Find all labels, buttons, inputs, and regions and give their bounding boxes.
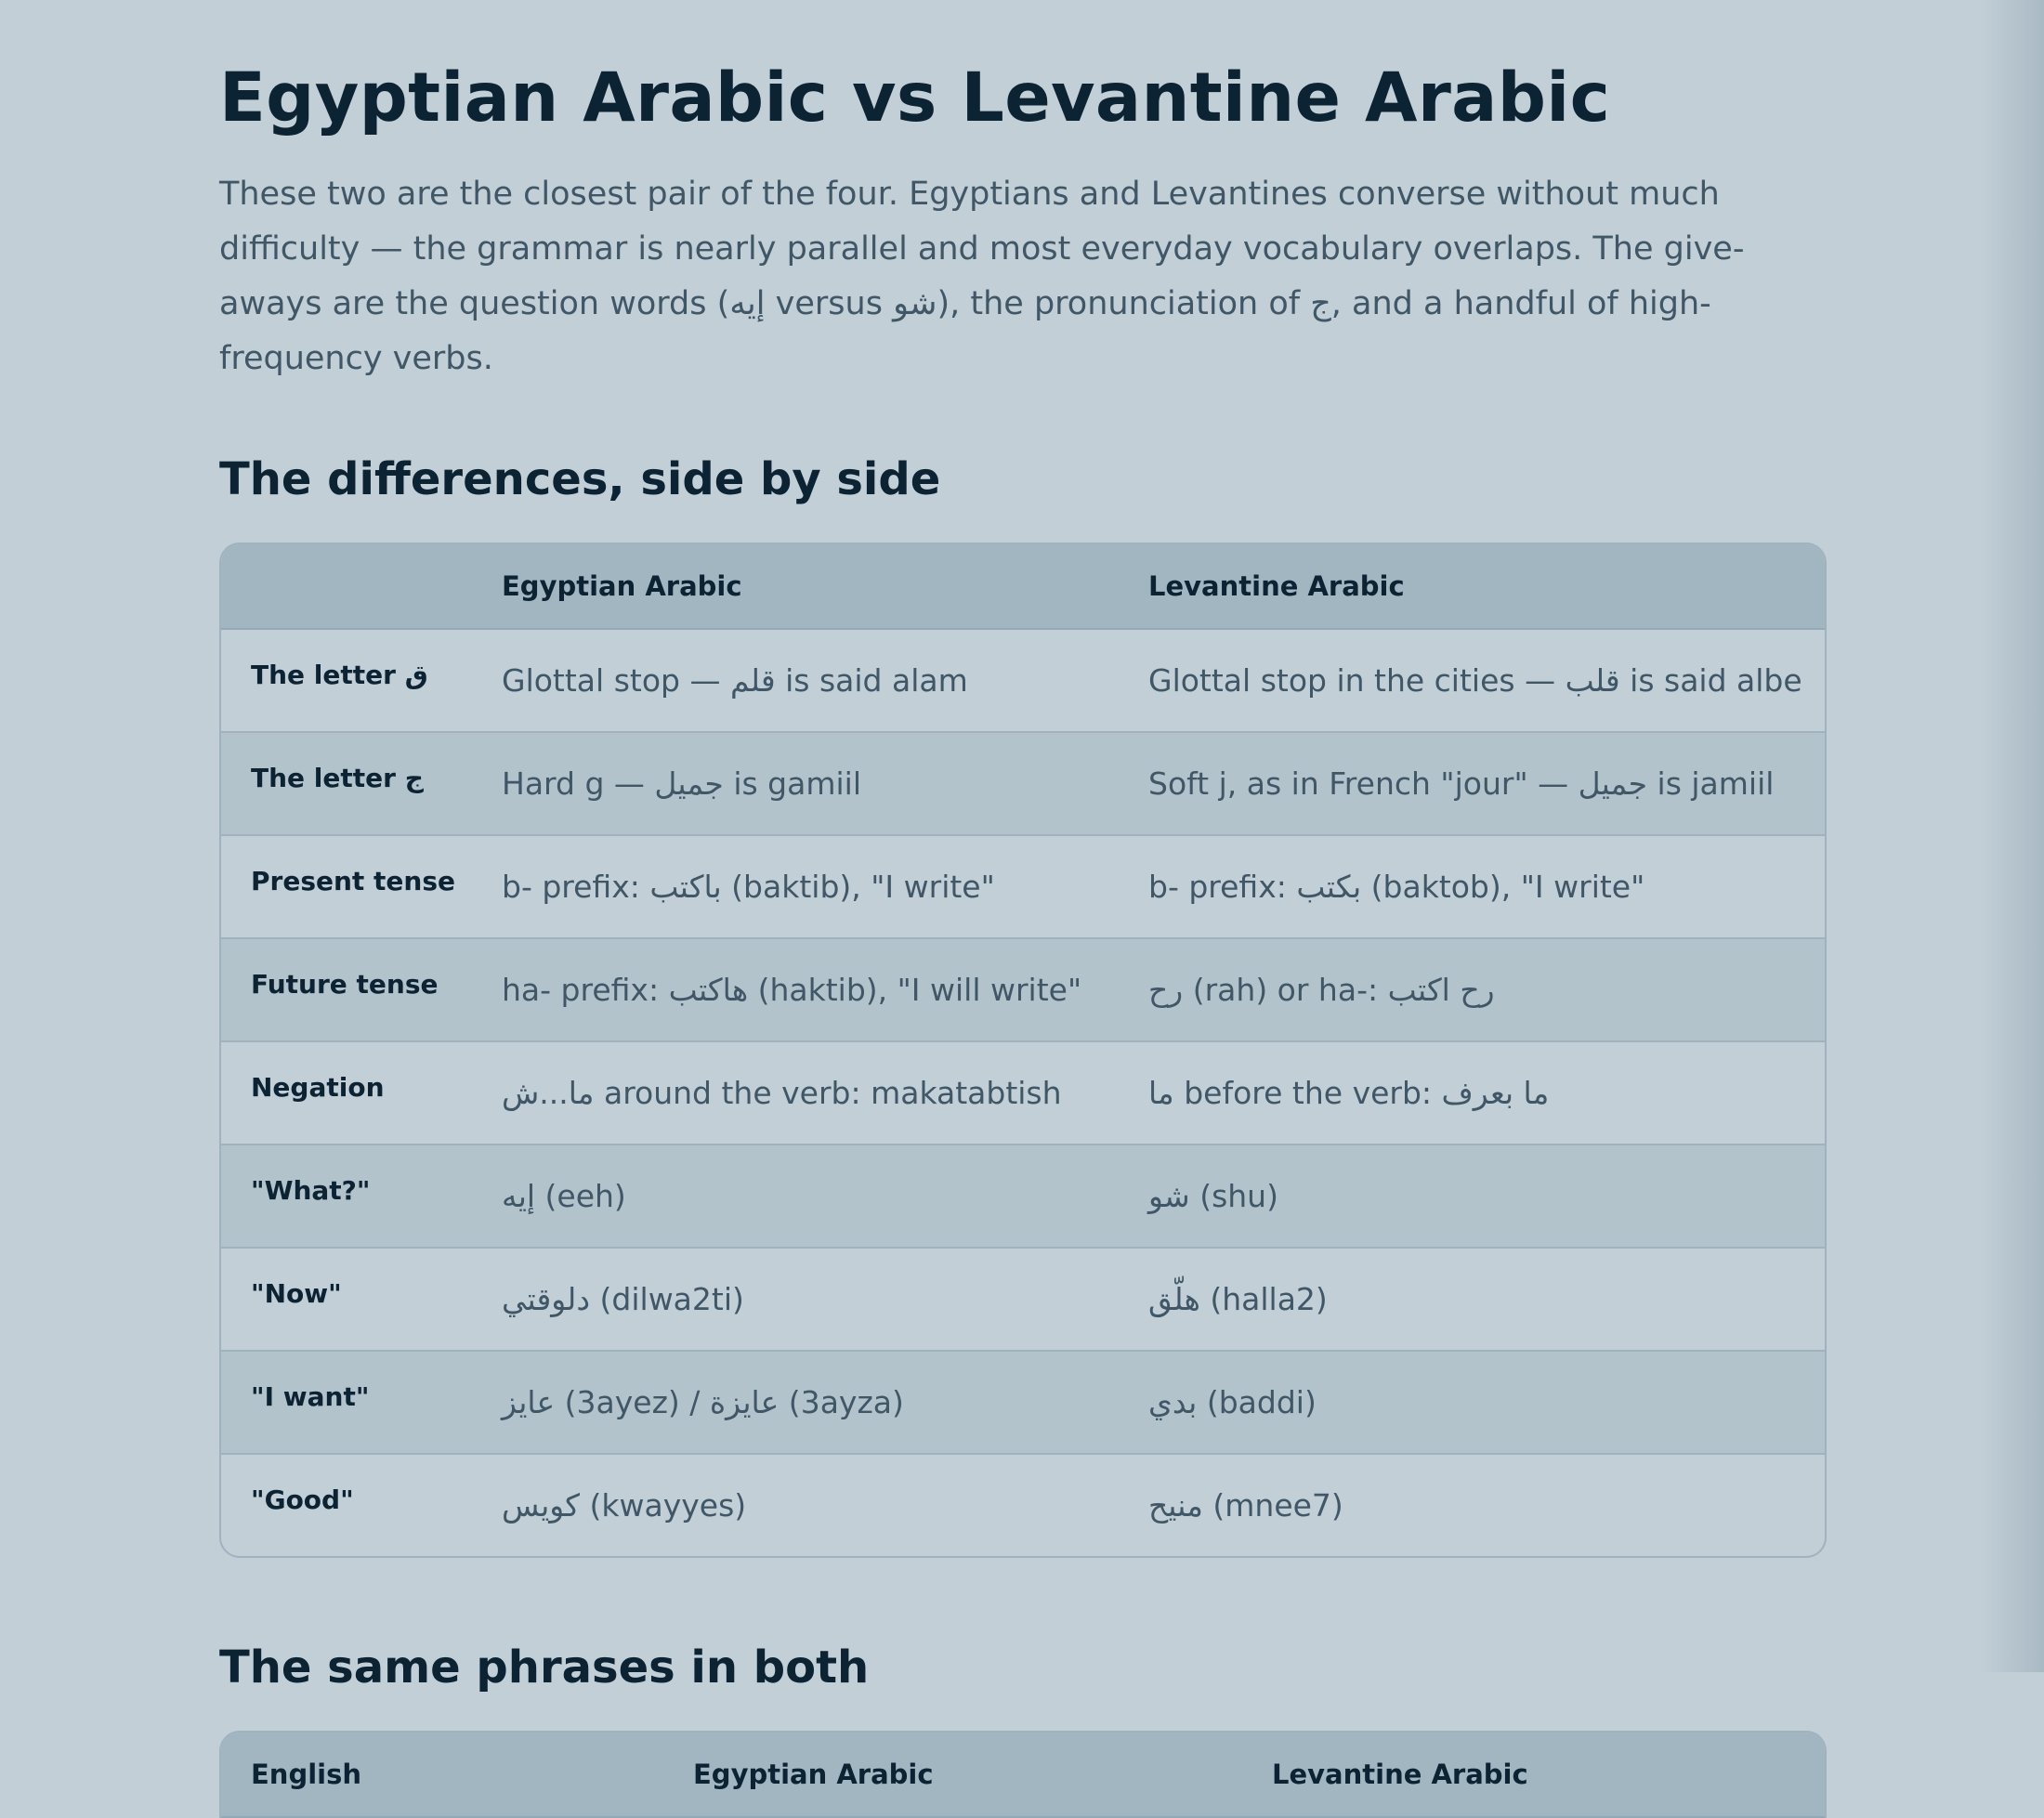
levantine-cell: منيح (mnee7) bbox=[1119, 1454, 1825, 1556]
egyptian-cell: دلوقتي (dilwa2ti) bbox=[472, 1248, 1119, 1351]
column-header-feature bbox=[221, 544, 472, 629]
row-label: Future tense bbox=[221, 938, 472, 1041]
intro-paragraph: These two are the closest pair of the four. Egyptians and Levantines converse without much difficulty — the grammar is nearly parallel and most everyday vocabulary overlaps. The give-aways are the question words (إيه versus شو), the pronunciation of ج, and a handful of high-frequency verbs. bbox=[219, 176, 1745, 377]
row-label: "I want" bbox=[221, 1351, 472, 1454]
egyptian-cell: b- prefix: باكتب (baktib), "I write" bbox=[472, 835, 1119, 938]
differences-header-row bbox=[221, 544, 1825, 629]
levantine-cell: بدي (baddi) bbox=[1119, 1351, 1825, 1454]
row-label: Negation bbox=[221, 1041, 472, 1144]
table-row bbox=[221, 938, 1825, 1041]
column-header-english: English bbox=[221, 1733, 663, 1817]
differences-table-card bbox=[219, 543, 1827, 1558]
row-label: The letter ج bbox=[221, 732, 472, 835]
column-header-egyptian: Egyptian Arabic bbox=[663, 1733, 1242, 1817]
egyptian-cell: ha- prefix: هاكتب (haktib), "I will write" bbox=[472, 938, 1119, 1041]
egyptian-cell: Hard g — جميل is gamiil bbox=[472, 732, 1119, 835]
row-label: Present tense bbox=[221, 835, 472, 938]
column-header-egyptian: Egyptian Arabic bbox=[472, 544, 1119, 629]
table-row bbox=[221, 835, 1825, 938]
egyptian-cell: عايز (3ayez) / عايزة (3ayza) bbox=[472, 1351, 1119, 1454]
article bbox=[219, 0, 1825, 1818]
table-row bbox=[221, 629, 1825, 732]
row-label: "What?" bbox=[221, 1144, 472, 1248]
table-row bbox=[221, 1144, 1825, 1248]
phrases-table-card bbox=[219, 1731, 1827, 1818]
levantine-cell: Soft j, as in French "jour" — جميل is jamiil bbox=[1119, 732, 1825, 835]
page-edge-shadow bbox=[1979, 0, 2044, 1672]
phrases-heading: The same phrases in both bbox=[219, 1641, 870, 1694]
table-row bbox=[221, 1248, 1825, 1351]
differences-table bbox=[221, 544, 1825, 1556]
egyptian-cell: كويس (kwayyes) bbox=[472, 1454, 1119, 1556]
levantine-cell: Glottal stop in the cities — قلب is said albe bbox=[1148, 662, 1802, 699]
column-header-levantine: Levantine Arabic bbox=[1242, 1733, 1825, 1817]
table-row bbox=[221, 1351, 1825, 1454]
differences-heading: The differences, side by side bbox=[219, 453, 941, 505]
egyptian-cell: Glottal stop — قلم is said alam bbox=[502, 662, 968, 699]
levantine-cell: ما before the verb: ما بعرف bbox=[1119, 1041, 1825, 1144]
phrases-header-row bbox=[221, 1733, 1825, 1817]
table-row bbox=[221, 1454, 1825, 1556]
levantine-cell: هلّق (halla2) bbox=[1119, 1248, 1825, 1351]
row-label: "Good" bbox=[221, 1454, 472, 1556]
table-row bbox=[221, 732, 1825, 835]
levantine-cell: b- prefix: بكتب (baktob), "I write" bbox=[1119, 835, 1825, 938]
table-row bbox=[221, 1041, 1825, 1144]
levantine-cell: شو (shu) bbox=[1119, 1144, 1825, 1248]
row-label: "Now" bbox=[221, 1248, 472, 1351]
egyptian-cell: إيه (eeh) bbox=[472, 1144, 1119, 1248]
page-title: Egyptian Arabic vs Levantine Arabic bbox=[219, 59, 1611, 137]
column-header-levantine: Levantine Arabic bbox=[1119, 544, 1825, 629]
phrases-table bbox=[221, 1733, 1825, 1818]
egyptian-cell: ما...ش around the verb: makatabtish bbox=[472, 1041, 1119, 1144]
levantine-cell: رح (rah) or ha-: رح اكتب bbox=[1119, 938, 1825, 1041]
row-label: The letter ق bbox=[251, 660, 428, 690]
